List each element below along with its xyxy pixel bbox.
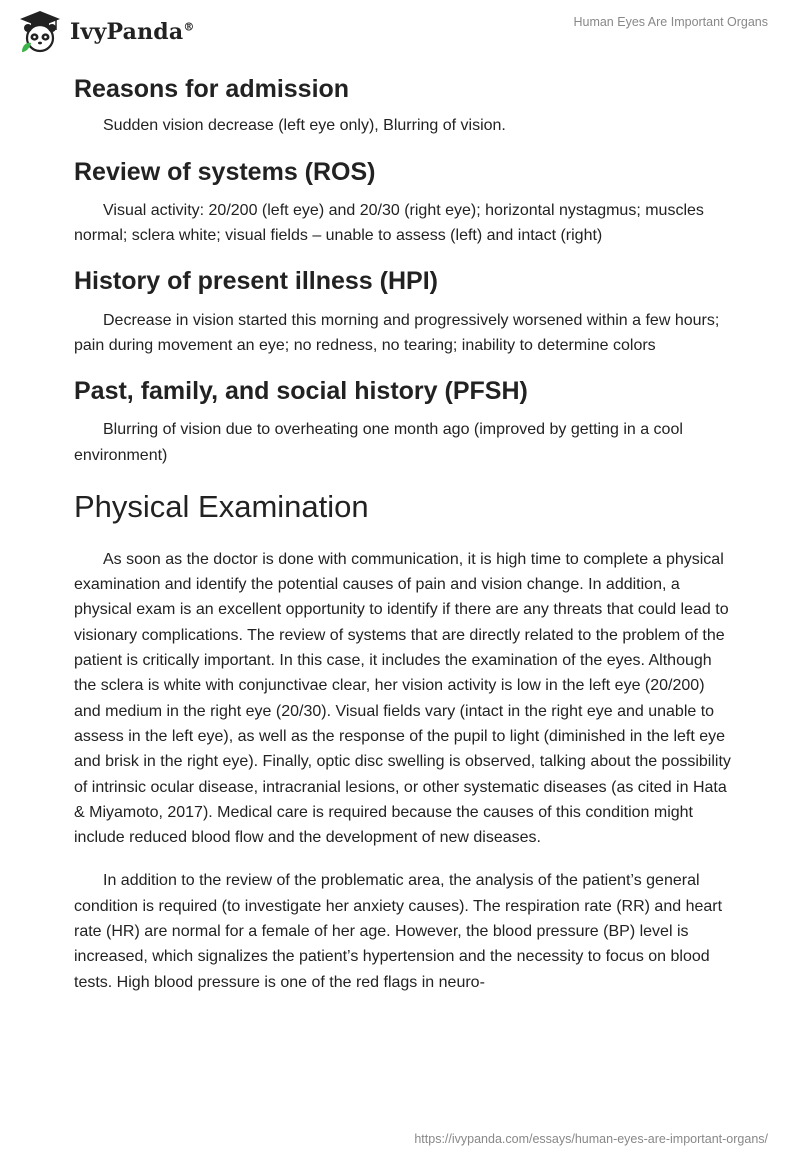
section-heading-hpi: History of present illness (HPI) [74,267,438,296]
section-heading-reasons: Reasons for admission [74,75,350,103]
section-heading-pfsh: Past, family, and social history (PFSH) [74,377,528,406]
section-text-hpi: Decrease in vision started this morning and progressively worsened within a few hours; pain during movement an eye; no redness, no tearing; inability to determine colors [74,311,720,354]
panda-graduate-icon [16,8,64,56]
essay-content [74,70,734,995]
source-url-link[interactable]: https://ivypanda.com/essays/human-eyes-are-important-organs/ [414,1132,768,1146]
page-header [0,0,800,70]
section-text-reasons: Sudden vision decrease (left eye only), Blurring of vision. [103,117,506,135]
brand-logo[interactable] [16,8,195,56]
paragraph-physical-1: As soon as the doctor is done with communication, it is high time to complete a physical examination and identify the potential causes of pain and vision change. In addition, a physical exam is an excellent opportunity to identify if there are any threats that could lead to visionary complications. The review of systems that are directly related to the problem of the patient is critically important. In this case, it includes the examination of the eyes. Although the sclera is white with conjunctivae clear, her vision activity is low in the left eye (20/200) and medium in the right eye (20/30). Visual fields vary (intact in the right eye and unable to assess in the left eye), as well as the response of the pupil to light (diminished in the left eye and brisk in the right eye). Finally, optic disc swelling is observed, talking about the possibility of intrinsic ocular disease, intracranial lesions, or other systematic diseases (as cited in Hata & Miyamoto, 2017). Medical care is required because the causes of this condition might include reduced blood flow and the development of new diseases. [74,550,731,847]
paragraph-physical-2: In addition to the review of the problematic area, the analysis of the patient’s general condition is required (to investigate her anxiety causes). The respiration rate (RR) and heart rate (HR) are normal for a female of her age. However, the blood pressure (BP) level is increased, which signalizes the patient’s hypertension and the necessity to focus on blood tests. High blood pressure is one of the red flags in neuro- [74,872,723,991]
section-text-pfsh: Blurring of vision due to overheating one month ago (improved by getting in a cool environment) [74,421,683,464]
section-heading-physical-examination: Physical Examination [74,489,369,525]
section-text-ros: Visual activity: 20/200 (left eye) and 20/30 (right eye); horizontal nystagmus; muscles normal; sclera white; visual fields – unable to assess (left) and intact (right) [74,201,704,245]
document-title: Human Eyes Are Important Organs [573,15,768,29]
brand-name: IvyPanda® [70,19,195,45]
section-heading-ros: Review of systems (ROS) [74,157,376,186]
